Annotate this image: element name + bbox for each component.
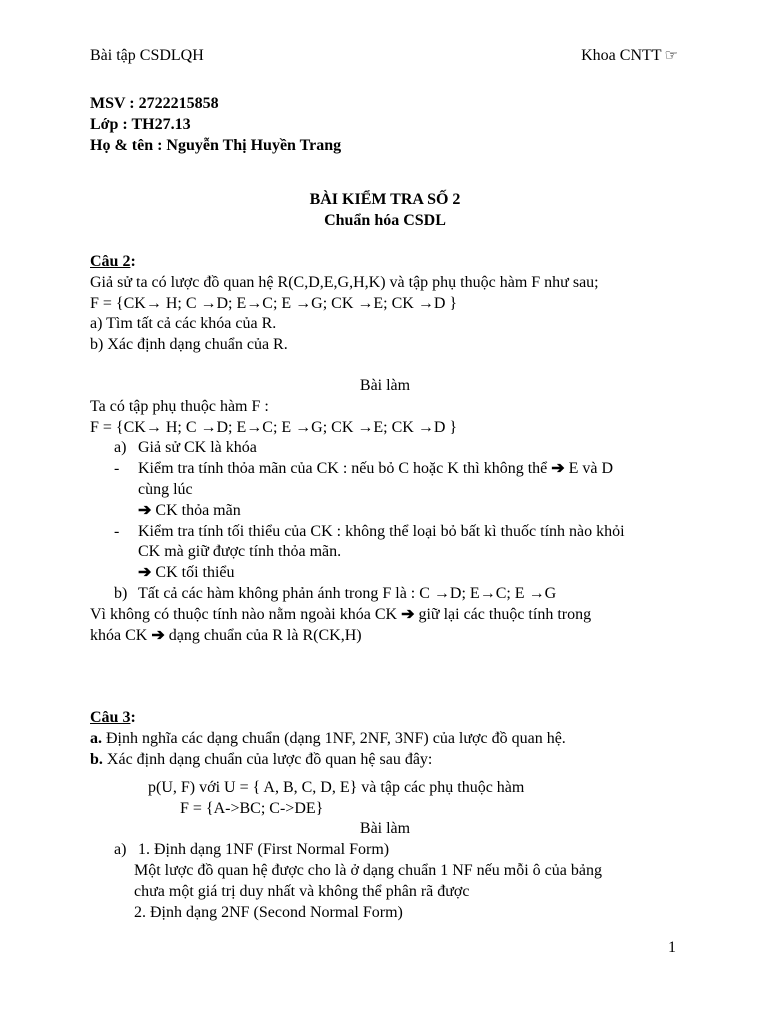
header-course: Bài tập CSDLQH (90, 47, 204, 64)
answer-2-check-2-cont: CK mà giữ được tính thỏa mãn. (138, 543, 342, 561)
pointing-hand-icon: ☞ (664, 48, 678, 64)
q3-dependencies: F = {A->BC; C->DE} (180, 799, 324, 817)
q3-part-a: a. Định nghĩa các dạng chuẩn (dạng 1NF, 2NF, 3NF) của lược đồ quan hệ. (90, 730, 566, 748)
answer-2-conclusion-2: khóa CK ➔ dạng chuẩn của R là R(CK,H) (90, 626, 362, 644)
answer-2-item-a: a) Giả sử CK là khóa (114, 439, 257, 457)
student-id: MSV : 2722215858 (90, 95, 219, 112)
exam-subtitle: Chuẩn hóa CSDL (324, 212, 446, 230)
answer-2-check-1: - Kiểm tra tính thỏa mãn của CK : nếu bỏ C hoặc K thì không thể ➔ E và D (114, 460, 614, 478)
q2-line-2: F = {CK→ H; C →D; E→C; E →G; CK →E; CK →D } (90, 294, 458, 312)
q2-line-3: a) Tìm tất cả các khóa của R. (90, 315, 277, 333)
answer-3-title: Bài làm (359, 820, 411, 838)
right-arrow-icon: ➔ (151, 626, 165, 644)
exam-title: BÀI KIỂM TRA SỐ 2 (309, 191, 461, 209)
answer-3-1nf-def-1: Một lược đồ quan hệ được cho là ở dạng chuẩn 1 NF nếu mỗi ô của bảng (134, 861, 602, 879)
right-arrow-icon: ➔ (138, 501, 152, 519)
student-name: Họ & tên : Nguyễn Thị Huyền Trang (90, 136, 342, 154)
question-2-heading: Câu 2: (90, 252, 136, 270)
right-arrow-icon: ➔ (551, 460, 565, 478)
answer-2-check-2: - Kiểm tra tính tối thiểu của CK : không thể loại bỏ bất kì thuốc tính nào khỏi (114, 522, 625, 540)
page-number: 1 (668, 939, 676, 956)
student-class: Lớp : TH27.13 (90, 115, 191, 133)
header-faculty: Khoa CNTT ☞ (581, 46, 678, 67)
answer-3-item-a: a) 1. Định dạng 1NF (First Normal Form) (114, 841, 390, 859)
answer-2-title: Bài làm (359, 376, 411, 394)
answer-3-2nf-heading: 2. Định dạng 2NF (Second Normal Form) (134, 903, 403, 921)
page-header (90, 46, 678, 68)
q3-relation: p(U, F) với U = { A, B, C, D, E} và tập các phụ thuộc hàm (148, 778, 525, 796)
answer-2-line-1: Ta có tập phụ thuộc hàm F : (90, 397, 269, 415)
answer-2-check-1-cont: cùng lúc (138, 480, 193, 498)
answer-2-conclusion-1: Vì không có thuộc tính nào nằm ngoài khóa CK ➔ giữ lại các thuộc tính trong (90, 605, 592, 623)
answer-2-line-2: F = {CK→ H; C →D; E→C; E →G; CK →E; CK →D } (90, 418, 458, 436)
document-body (90, 94, 680, 923)
right-arrow-icon: ➔ (138, 564, 152, 582)
right-arrow-icon: ➔ (401, 605, 415, 623)
q2-line-1: Giả sử ta có lược đồ quan hệ R(C,D,E,G,H,K) và tập phụ thuộc hàm F như sau; (90, 273, 599, 291)
answer-2-result-1: ➔ CK thỏa mãn (138, 501, 241, 519)
answer-2-item-b: b) Tất cả các hàm không phản ánh trong F là : C →D; E→C; E →G (114, 584, 557, 602)
answer-3-1nf-def-2: chưa một giá trị duy nhất và không thể phân rã được (134, 882, 470, 900)
question-3-heading: Câu 3: (90, 709, 136, 727)
q2-line-4: b) Xác định dạng chuẩn của R. (90, 336, 288, 354)
answer-2-result-2: ➔ CK tối thiểu (138, 564, 235, 582)
q3-part-b: b. Xác định dạng chuẩn của lược đồ quan hệ sau đây: (90, 750, 433, 768)
